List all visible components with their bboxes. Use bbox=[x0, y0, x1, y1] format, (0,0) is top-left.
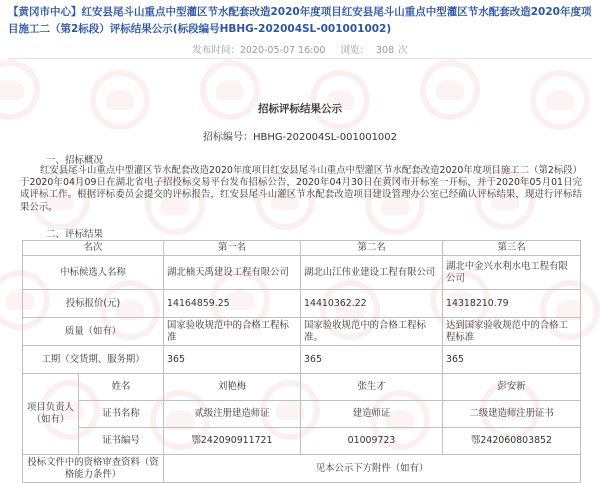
document-title: 招标评标结果公示 bbox=[258, 103, 342, 115]
row-label: 投标文件中的资格审查资料（资格能力条件） bbox=[23, 455, 164, 483]
table-header-cell: 第一名 bbox=[164, 241, 301, 256]
article-meta bbox=[0, 42, 600, 56]
table-row-quality bbox=[23, 318, 581, 346]
table-row-cert-name bbox=[23, 401, 581, 428]
section-heading-results: 二、评标结果 bbox=[46, 229, 104, 240]
table-row-cert-number bbox=[23, 428, 581, 455]
section-heading-overview: 一、招标概况 bbox=[46, 155, 104, 166]
table-cell: 达到国家验收规范中的合格工程标准 bbox=[443, 318, 581, 346]
table-cell: 湖北中金兴水利水电工程有限公司 bbox=[443, 256, 581, 290]
row-label: 中标候选人名称 bbox=[23, 256, 164, 290]
table-cell: 国家验收规范中的合格工程标准 bbox=[164, 318, 301, 346]
table-cell: 14164859.25 bbox=[164, 290, 301, 318]
table-row-duration bbox=[23, 346, 581, 374]
article-headline: 【黄冈市中心】红安县尾斗山重点中型灌区节水配套改造2020年度项目红安县尾斗山重点中型灌区节水配套改造2020年度项目施工二（第2标段）评标结果公示(标段编号HBHG-202004SL-001001002) bbox=[8, 6, 592, 35]
table-cell: 01009723 bbox=[301, 428, 443, 455]
row-label: 证书编号 bbox=[79, 428, 164, 455]
table-cell: 14410362.22 bbox=[301, 290, 443, 318]
table-cell: 张生才 bbox=[301, 374, 443, 401]
table-row-manager-name bbox=[23, 374, 581, 401]
view-count: 浏览： 308 次 bbox=[340, 45, 408, 56]
table-cell: 见本公示下方附件（如有） bbox=[164, 455, 581, 483]
table-header-row bbox=[23, 241, 581, 256]
row-label: 证书名称 bbox=[79, 401, 164, 428]
table-header-cell: 第三名 bbox=[443, 241, 581, 256]
row-label: 质量（如有） bbox=[23, 318, 164, 346]
overview-paragraph: 红安县尾斗山重点中型灌区节水配套改造2020年度项目红安县尾斗山重点中型灌区节水配套改造2020年度项目施工二（第2标段）于2020年04月09日在湖北省电子招投标交易平台发布招标公告，2020年04月30日在黄冈市开标室一开标，并于2020年05月01日完成评标工作。根据评标委员会提交的评标报告，红安县尾斗山灌区节水配套改造项目建设管理办公室已经确认评标结果，现进行评标结果公示。 bbox=[20, 165, 582, 213]
row-label: 姓名 bbox=[79, 374, 164, 401]
table-row-price bbox=[23, 290, 581, 318]
table-header-cell: 名次 bbox=[23, 241, 164, 256]
table-cell: 二级建造师注册证书 bbox=[443, 401, 581, 428]
table-cell: 建造师证 bbox=[301, 401, 443, 428]
table-cell: 14318210.79 bbox=[443, 290, 581, 318]
row-label: 投标报价(元) bbox=[23, 290, 164, 318]
table-cell: 湖北楠天禹建设工程有限公司 bbox=[164, 256, 301, 290]
table-cell: 彭安新 bbox=[443, 374, 581, 401]
table-row-qualification bbox=[23, 455, 581, 483]
table-header-cell: 第二名 bbox=[301, 241, 443, 256]
table-cell: 365 bbox=[301, 346, 443, 374]
table-cell: 365 bbox=[164, 346, 301, 374]
table-cell: 鄂242090911721 bbox=[164, 428, 301, 455]
publish-time: 发布时间：2020-05-07 16:00 bbox=[192, 45, 326, 56]
table-cell: 国家验收规范中的合格工程标准。 bbox=[301, 318, 443, 346]
table-row-bidder bbox=[23, 256, 581, 290]
results-table bbox=[22, 240, 581, 483]
watermark-logo-icon bbox=[90, 70, 150, 130]
table-cell: 湖北山江伟业建设工程有限公司 bbox=[301, 256, 443, 290]
watermark-logo-icon bbox=[530, 70, 590, 130]
tender-code: 招标编号：HBHG-202004SL-001001002 bbox=[202, 132, 398, 143]
row-group-label: 项目负责人（如有） bbox=[23, 374, 79, 455]
watermark-logo-icon bbox=[310, 70, 370, 130]
row-label: 工期（交货期、服务期） bbox=[23, 346, 164, 374]
header-divider bbox=[8, 58, 592, 59]
table-cell: 365 bbox=[443, 346, 581, 374]
table-cell: 贰级注册建造师证 bbox=[164, 401, 301, 428]
table-cell: 刘艳梅 bbox=[164, 374, 301, 401]
table-cell: 鄂242060803852 bbox=[443, 428, 581, 455]
